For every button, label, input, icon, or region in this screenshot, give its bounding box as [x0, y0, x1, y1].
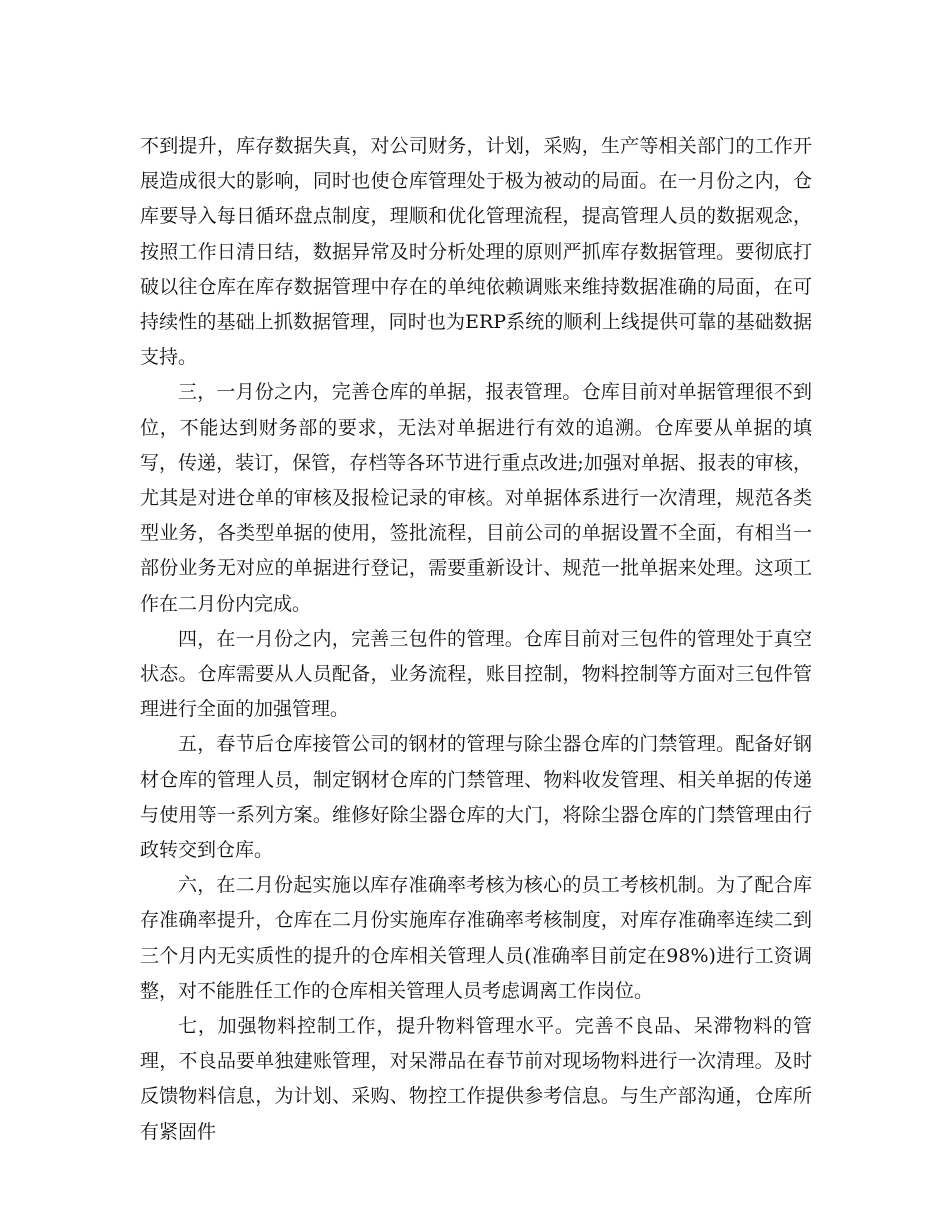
- paragraph-item-6: 六，在二月份起实施以库存准确率考核为核心的员工考核机制。为了配合库存准确率提升，仓库在二月份实施库存准确率考核制度，对库存准确率连续二到三个月内无实质性的提升的仓库相关管理人员(准确率目前定在98%)进行工资调整，对不能胜任工作的仓库相关管理人员考虑调离工作岗位。: [140, 874, 812, 1002]
- paragraph-continuation: 不到提升，库存数据失真，对公司财务，计划，采购，生产等相关部门的工作开展造成很大的影响，同时也使仓库管理处于极为被动的局面。在一月份之内，仓库要导入每日循环盘点制度，理顺和优化管理流程，提高管理人员的数据观念，按照工作日清日结，数据异常及时分析处理的原则严抓库存数据管理。要彻底打破以往仓库在库存数据管理中存在的单纯依赖调账来维持数据准确的局面，在可持续性的基础上抓数据管理，同时也为ERP系统的顺利上线提供可靠的基础数据支持。: [140, 135, 812, 369]
- paragraph-item-3: 三，一月份之内，完善仓库的单据，报表管理。仓库目前对单据管理很不到位，不能达到财务部的要求，无法对单据进行有效的追溯。仓库要从单据的填写，传递，装订，保管，存档等各环节进行重点改进;加强对单据、报表的审核，尤其是对进仓单的审核及报检记录的审核。对单据体系进行一次清理，规范各类型业务，各类型单据的使用，签批流程，目前公司的单据设置不全面，有相当一部份业务无对应的单据进行登记，需要重新设计、规范一批单据来处理。这项工作在二月份内完成。: [140, 381, 812, 615]
- paragraph-item-7: 七，加强物料控制工作，提升物料管理水平。完善不良品、呆滞物料的管理，不良品要单独建账管理，对呆滞品在春节前对现场物料进行一次清理。及时反馈物料信息，为计划、采购、物控工作提供参考信息。与生产部沟通，仓库所有紧固件: [140, 1015, 812, 1143]
- document-body: [140, 129, 812, 1150]
- paragraph-item-4: 四，在一月份之内，完善三包件的管理。仓库目前对三包件的管理处于真空状态。仓库需要从人员配备，业务流程，账目控制，物料控制等方面对三包件管理进行全面的加强管理。: [140, 627, 812, 721]
- paragraph-item-5: 五，春节后仓库接管公司的钢材的管理与除尘器仓库的门禁管理。配备好钢材仓库的管理人员，制定钢材仓库的门禁管理、物料收发管理、相关单据的传递与使用等一系列方案。维修好除尘器仓库的大门，将除尘器仓库的门禁管理由行政转交到仓库。: [140, 733, 812, 862]
